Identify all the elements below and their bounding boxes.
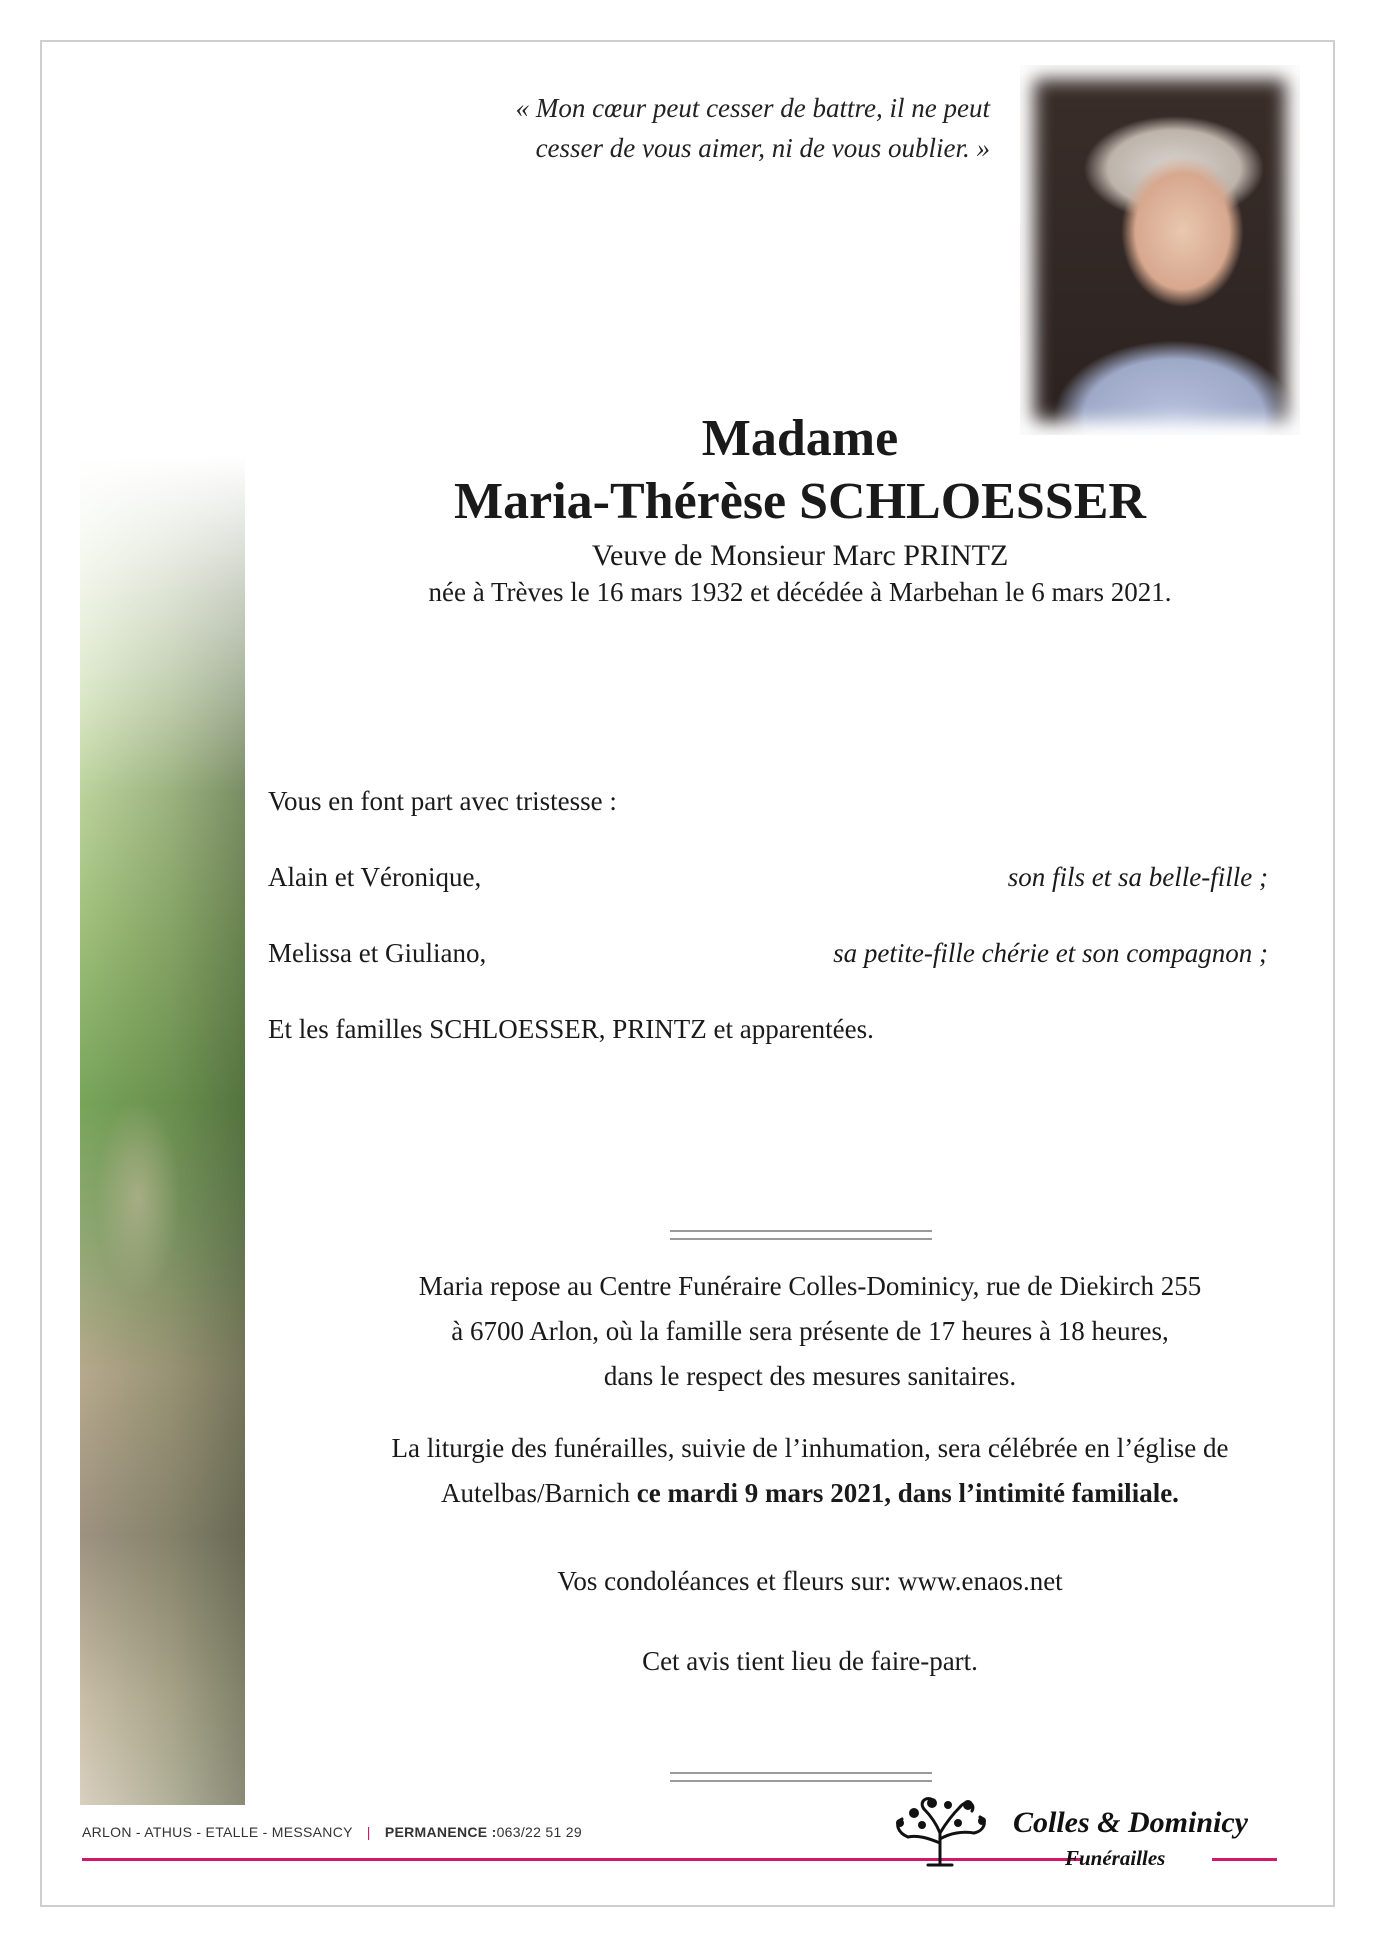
divider	[670, 1230, 932, 1240]
portrait-photo	[1020, 65, 1300, 435]
title-block	[300, 408, 1300, 610]
family-intro: Vous en font part avec tristesse :	[268, 786, 617, 816]
family-member-row	[268, 938, 1268, 969]
family-member-names: Melissa et Giuliano,	[268, 938, 487, 968]
repose-info: Maria repose au Centre Funéraire Colles-Dominicy, rue de Diekirch 255 à 6700 Arlon, où la famille sera présente de 17 heures à 18 heures, dans le respect des mesures sanitaires.	[418, 1271, 1202, 1391]
family-member-row	[268, 862, 1268, 893]
tree-logo-icon	[888, 1793, 993, 1868]
birth-death-dates: née à Trèves le 16 mars 1932 et décédée à Marbehan le 6 mars 2021.	[428, 577, 1172, 607]
permanence-phone: 063/22 51 29	[496, 1824, 582, 1840]
footer-accent-line-right	[1212, 1858, 1277, 1861]
notice-line: Cet avis tient lieu de faire-part.	[642, 1646, 978, 1676]
family-member-relation: sa petite-fille chérie et son compagnon ;	[833, 938, 1268, 968]
footer-separator: |	[366, 1824, 371, 1840]
epigraph-quote	[330, 88, 990, 168]
brand-subtitle: Funérailles	[1065, 1846, 1166, 1870]
family-member-relation: son fils et sa belle-fille ;	[1007, 862, 1268, 892]
liturgy-info: La liturgie des funérailles, suivie de l’inhumation, sera célébrée en l’église de Autelbas/Barnich ce mardi 9 mars 2021, dans l’intimité familiale.	[391, 1433, 1229, 1508]
families-line: Et les familles SCHLOESSER, PRINTZ et apparentées.	[268, 1014, 874, 1044]
widow-of: Veuve de Monsieur Marc PRINTZ	[591, 539, 1009, 572]
deceased-name: Maria-Thérèse SCHLOESSER	[454, 473, 1146, 530]
family-member-names: Alain et Véronique,	[268, 862, 482, 892]
salutation: Madame	[701, 410, 899, 467]
brand-name: Colles & Dominicy	[1013, 1806, 1248, 1839]
forest-path-image	[80, 455, 245, 1805]
footer-contact	[82, 1824, 582, 1840]
footer-locations: ARLON - ATHUS - ETALLE - MESSANCY	[82, 1824, 353, 1840]
quote-line-2: cesser de vous aimer, ni de vous oublier. »	[535, 133, 990, 163]
quote-line-1: « Mon cœur peut cesser de battre, il ne peut	[515, 93, 990, 123]
divider	[670, 1772, 932, 1782]
ceremony-date: ce mardi 9 mars 2021, dans l’intimité familiale.	[636, 1478, 1179, 1508]
permanence-label: PERMANENCE :	[384, 1824, 497, 1840]
condolences-line: Vos condoléances et fleurs sur: www.enaos.net	[557, 1566, 1063, 1596]
